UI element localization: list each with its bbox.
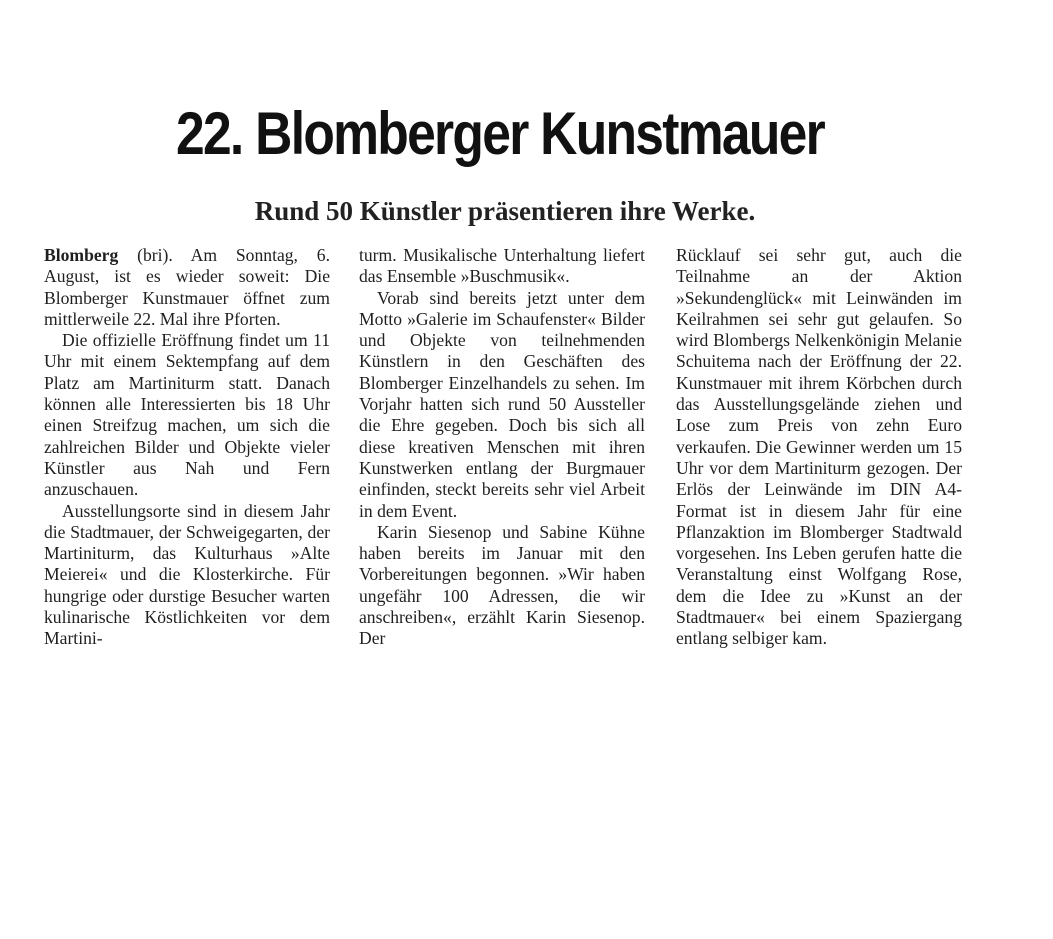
paragraph-1-text: (bri). Am Sonntag, 6. August, ist es wieder soweit: Die Blomberger Kunstmauer öffnet zum mittlerweile 22. Mal ihre Pforten.	[44, 245, 330, 329]
dateline: Blomberg	[44, 245, 119, 265]
paragraph-6: Karin Siesenop und Sabine Kühne haben bereits im Januar mit den Vorbereitungen begonnen. »Wir haben ungefähr 100 Adressen, die wir anschreiben«, erzählt Karin Siesenop. Der	[359, 521, 645, 649]
paragraph-5: Vorab sind bereits jetzt unter dem Motto »Galerie im Schaufenster« Bilder und Objekte von teilnehmenden Künstlern in den Geschäften des Blomberger Einzelhandels zu sehen. Im Vorjahr hatten sich rund 50 Aussteller die Ehre gegeben. Doch bis sich all diese kreativen Menschen mit ihren Kunstwerken entlang der Burgmauer einfinden, steckt bereits sehr viel Arbeit in dem Event.	[359, 287, 645, 521]
article-column-2	[359, 245, 645, 650]
paragraph-2: Die offizielle Eröffnung findet um 11 Uhr mit einem Sektempfang auf dem Platz am Martiniturm statt. Danach können alle Interessierten bis 18 Uhr einen Streifzug machen, um sich die zahlreichen Bilder und Objekte vieler Künstler aus Nah und Fern anzuschauen.	[44, 330, 330, 500]
paragraph-4: turm. Musikalische Unterhaltung liefert das Ensemble »Buschmusik«.	[359, 245, 645, 287]
subheadline: Rund 50 Künstler präsentieren ihre Werke.	[254, 196, 756, 226]
headline: 22. Blomberger Kunstmauer	[175, 100, 825, 167]
article-column-1	[44, 245, 330, 650]
article-column-3	[676, 245, 962, 650]
paragraph-1	[44, 245, 330, 330]
paragraph-7: Rücklauf sei sehr gut, auch die Teilnahme an der Aktion »Sekundenglück« mit Leinwänden im Keilrahmen sei sehr gut gelaufen. So wird Blombergs Nelkenkönigin Melanie Schuitema nach der Eröffnung der 22. Kunstmauer mit ihrem Körbchen durch das Ausstellungsgelände ziehen und Lose zum Preis von zehn Euro verkaufen. Die Gewinner werden um 15 Uhr vor dem Martiniturm gezogen. Der Erlös der Leinwände im DIN A4-Format ist in diesem Jahr für eine Pflanzaktion im Blomberger Stadtwald vorgesehen. Ins Leben gerufen hatte die Veranstaltung einst Wolfgang Rose, dem die Idee zu »Kunst an der Stadtmauer« bei einem Spaziergang entlang selbiger kam.	[676, 245, 962, 649]
paragraph-3: Ausstellungsorte sind in diesem Jahr die Stadtmauer, der Schweigegarten, der Martiniturm, das Kulturhaus »Alte Meierei« und die Klosterkirche. Für hungrige oder durstige Besucher warten kulinarische Köstlichkeiten vor dem Martini-	[44, 500, 330, 649]
